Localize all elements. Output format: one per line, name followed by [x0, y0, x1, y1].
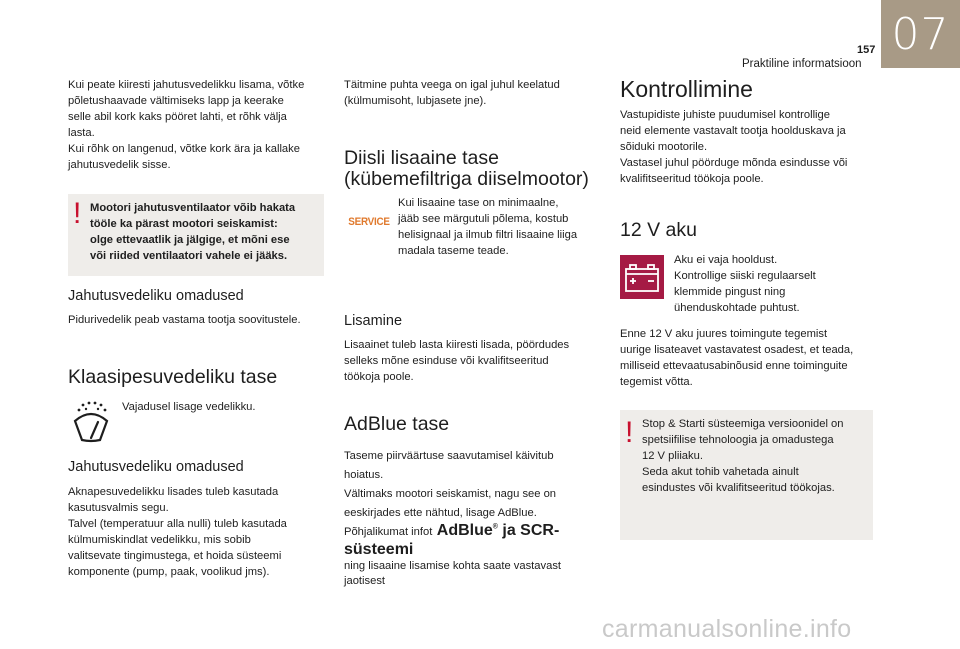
adblue-text: Taseme piirväärtuse saavutamisel käivitub hoiatus. Vältimaks mootori seiskamist, nagu see on eeskirjades ette nähtud, lisage AdBlue. Põhjalikumat infot — [344, 450, 557, 538]
washer-text: Vajadusel lisage vedelikku. — [122, 401, 256, 413]
adblue-text-block — [344, 446, 606, 590]
exclamation-icon: ! — [73, 197, 82, 230]
adblue-heading: AdBlue tase — [344, 413, 450, 435]
washer-heading: Klaasipesuvedeliku tase — [68, 366, 278, 388]
coolant-spec-text: Pidurivedelik peab vastama tootja soovitustele. — [68, 314, 301, 326]
stop-start-note-text: Stop & Starti süsteemiga versioonidel on spetsiifilise tehnoloogia ja omadustega 12 V pliiaku. Seda akut tohib vahetada ainult esindustes või kvalifitseeritud töökojas. — [642, 418, 844, 494]
adding-heading: Lisamine — [344, 313, 403, 329]
check-heading: Kontrollimine — [620, 76, 753, 102]
exclamation-icon: ! — [625, 416, 634, 449]
service-warning-icon — [346, 212, 392, 230]
diesel-additive-text: Kui lisaaine tase on minimaalne, jääb see märgutuli põlema, kostub helisignaal ja ilmub filtri lisaaine liiga madala taseme teade. — [398, 197, 578, 257]
battery-icon — [620, 255, 664, 299]
battery-info-text: Enne 12 V aku juures toimingute tegemist uurige lisateavet vastavatest osadest, et teada, milliseid ettevaatusabinõusid enne toiminguite tegemist võtta. — [620, 328, 854, 388]
watermark: carmanualsonline.info — [602, 615, 852, 643]
section-title: Praktiline informatsioon — [742, 58, 862, 70]
coolant-spec-heading: Jahutusvedeliku omadused — [68, 288, 244, 304]
stop-start-note-box — [620, 410, 873, 540]
coolant-warning-box — [68, 194, 324, 276]
coolant-intro-text: Kui peate kiiresti jahutusvedelikku lisama, võtke põletushaavade vältimiseks lapp ja keerake selle abil kork kaks pööret lahti, et rõhk välja lasta. Kui rõhk on langenud, võtke kork ära ja kallake jahutusvedelik sisse. — [68, 79, 305, 171]
water-warning-text: Täitmine puhta veega on igal juhul keelatud (külmumisoht, lubjasete jne). — [344, 79, 560, 107]
service-label: SERVICE — [348, 216, 390, 228]
adblue-link-bold: AdBlue® ja SCR-süsteemi — [344, 521, 560, 558]
page-number: 157 — [857, 44, 876, 56]
coolant-warning-text: Mootori jahutusventilaator võib hakata tööle ka pärast mootori seiskamist: olge ettevaatlik ja jälgige, et mõni ese või riided ventilaatori vahele ei jääks. — [90, 202, 296, 262]
washer-spec-heading: Jahutusvedeliku omadused — [68, 459, 244, 475]
check-text: Vastupidiste juhiste puudumisel kontrollige neid elemente vastavalt tootja hoolduskava ja sõiduki mootorile. Vastasel juhul pöörduge mõnda esindusse või kvalifitseeritud töökoja poole. — [620, 109, 848, 185]
battery-text: Aku ei vaja hooldust. Kontrollige siiski regulaarselt klemmide pingust ning ühenduskohtade puhtust. — [674, 254, 816, 314]
adblue-tail-text: ning lisaaine lisamise kohta saate vastavast jaotisest — [344, 559, 562, 588]
diesel-additive-heading: Diisli lisaaine tase (kübemefiltriga diiselmootor) — [344, 147, 589, 190]
battery-heading: 12 V aku — [620, 219, 697, 241]
washer-fluid-icon — [70, 401, 112, 443]
washer-spec-text: Aknapesuvedelikku lisades tuleb kasutada kasutusvalmis segu. Talvel (temperatuur alla nulli) tuleb kasutada külmumiskindlat vedelikku, mis sobib valitsevate tingimustega, et hoida süsteemi komponente (pump, paak, voolikud jms). — [68, 486, 287, 578]
chapter-tab: 07 — [881, 0, 960, 68]
adding-text: Lisaainet tuleb lasta kiiresti lisada, pöördudes selleks mõne esinduse või kvalifitseeritud töökoja poole. — [344, 339, 570, 383]
